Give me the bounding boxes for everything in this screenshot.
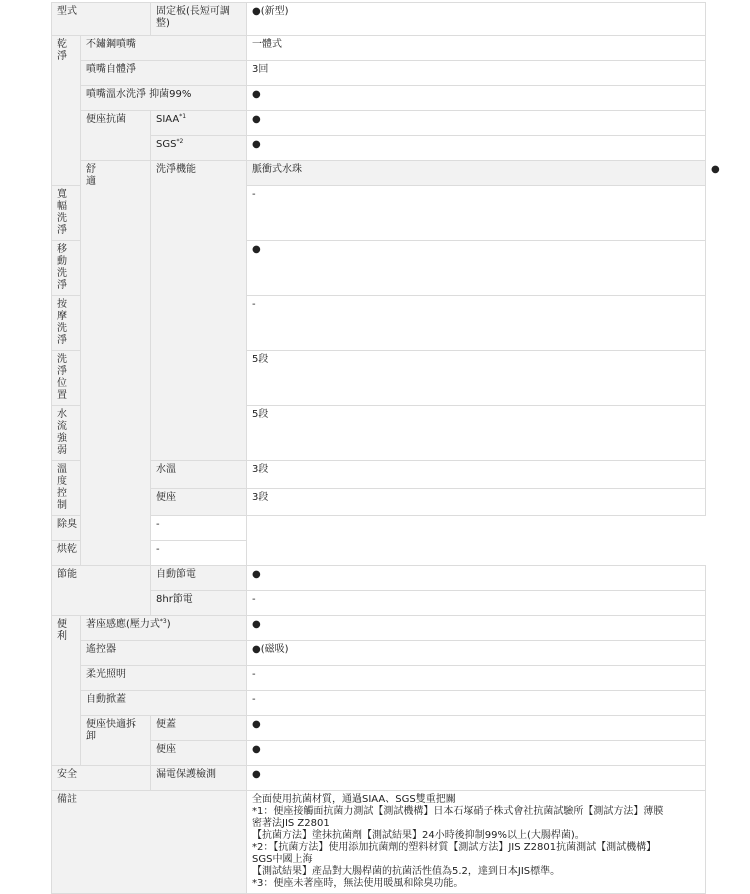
- row-sgs: [52, 136, 706, 161]
- dry-value: -: [151, 541, 247, 566]
- group-convenience-label: 便利: [57, 619, 67, 642]
- remote-label: 遙控器: [81, 641, 247, 666]
- flow-label: 水流強弱: [52, 406, 81, 461]
- seat-antibac-label: 便座抗菌: [81, 111, 151, 161]
- nozzle-selfclean-value: 3回: [247, 61, 706, 86]
- wide-value: -: [247, 186, 706, 241]
- nozzle-warm-label: 噴嘴溫水洗淨 抑菌99%: [81, 86, 247, 111]
- seat-temp-label: 便座: [151, 488, 247, 516]
- row-sensor: [52, 616, 706, 641]
- deodor-label: 除臭: [52, 516, 151, 541]
- row-nozzle-warm: [52, 86, 706, 111]
- sensor-text-end: ): [166, 619, 171, 630]
- sensor-value: ●: [247, 616, 706, 641]
- temp-ctrl-label: 溫度控制: [52, 461, 81, 516]
- remarks-line: *1：便座接觸面抗菌力測試【測試機構】日本石塚硝子株式會社抗菌試驗所【測試方法】薄膜: [252, 806, 664, 817]
- remote-value: ●(磁吸): [247, 641, 706, 666]
- massage-label: 按摩洗淨: [52, 296, 81, 351]
- wash-func-label: 洗淨機能: [151, 161, 247, 461]
- row-remarks: [52, 791, 706, 894]
- pulse-label: 脈衝式水珠: [247, 161, 706, 186]
- type-label: 型式: [52, 3, 151, 36]
- row-nozzle-selfclean: [52, 61, 706, 86]
- row-qr-seat: [52, 741, 706, 766]
- row-deodor: [52, 516, 706, 541]
- remarks-line: 【測試結果】產品對大腸桿菌的抗菌活性值為5.2，達到日本JIS標準。: [252, 866, 561, 877]
- group-comfort: [81, 161, 151, 566]
- qr-lid-label: 便蓋: [151, 716, 247, 741]
- auto-save-label: 自動節電: [151, 566, 247, 591]
- massage-value: -: [247, 296, 706, 351]
- save-8hr-label: 8hr節電: [151, 591, 247, 616]
- sgs-text: SGS: [156, 139, 177, 150]
- nozzle-warm-value: ●: [247, 86, 706, 111]
- sensor-text: 著座感應(壓力式: [86, 619, 160, 630]
- sensor-label: [81, 616, 247, 641]
- soft-light-label: 柔光照明: [81, 666, 247, 691]
- group-safety: 安全: [52, 766, 151, 791]
- row-qr-lid: [52, 716, 706, 741]
- sgs-note: *2: [176, 138, 184, 145]
- sgs-value: ●: [247, 136, 706, 161]
- deodor-value: -: [151, 516, 247, 541]
- row-save-8hr: [52, 591, 706, 616]
- nozzle-material-value: 一體式: [247, 36, 706, 61]
- qr-seat-label: 便座: [151, 741, 247, 766]
- dry-label: 烘乾: [52, 541, 151, 566]
- flow-value: 5段: [247, 406, 706, 461]
- remarks-value: [247, 791, 706, 894]
- remarks-line: *3：便座未著座時，無法使用暖風和除臭功能。: [252, 878, 464, 889]
- siaa-note: *1: [179, 113, 187, 120]
- row-seat-temp: [52, 488, 706, 516]
- seat-temp-value: 3段: [247, 488, 706, 516]
- row-auto-lid: [52, 691, 706, 716]
- position-label: 洗淨位置: [52, 351, 81, 406]
- remarks-line: 全面使用抗菌材質，通過SIAA、SGS雙重把關: [252, 794, 456, 805]
- row-water-temp: [52, 461, 706, 489]
- quick-remove-label: 便座快適拆卸: [81, 716, 151, 766]
- row-dry: [52, 541, 706, 566]
- siaa-label: [151, 111, 247, 136]
- move-label: 移動洗淨: [52, 241, 81, 296]
- siaa-text: SIAA: [156, 114, 180, 125]
- group-clean-label: 乾淨: [57, 39, 67, 62]
- auto-lid-value: -: [247, 691, 706, 716]
- position-value: 5段: [247, 351, 706, 406]
- soft-light-value: -: [247, 666, 706, 691]
- row-type: [52, 3, 706, 36]
- siaa-value: ●: [247, 111, 706, 136]
- remarks-label: 備註: [52, 791, 247, 894]
- row-siaa: [52, 111, 706, 136]
- sensor-note: *3: [159, 618, 167, 625]
- leak-label: 漏電保護檢測: [151, 766, 247, 791]
- spec-table: [51, 2, 720, 894]
- water-temp-value: 3段: [247, 461, 706, 489]
- row-nozzle-material: [52, 36, 706, 61]
- auto-lid-label: 自動掀蓋: [81, 691, 247, 716]
- nozzle-selfclean-label: 噴嘴自體淨: [81, 61, 247, 86]
- row-soft-light: [52, 666, 706, 691]
- group-clean: [52, 36, 81, 186]
- nozzle-material-label: 不鏽鋼噴嘴: [81, 36, 247, 61]
- qr-seat-value: ●: [247, 741, 706, 766]
- group-comfort-label: 舒適: [86, 164, 96, 187]
- group-energy: 節能: [52, 566, 151, 616]
- auto-save-value: ●: [247, 566, 706, 591]
- row-remote: [52, 641, 706, 666]
- row-auto-save: [52, 566, 706, 591]
- type-sub-label: 固定板(長短可調整): [151, 3, 247, 36]
- qr-lid-value: ●: [247, 716, 706, 741]
- remarks-line: SGS中國上海: [252, 854, 313, 865]
- leak-value: ●: [247, 766, 706, 791]
- row-pulse: 舒適 洗淨機能 脈衝式水珠 ●: [52, 161, 706, 186]
- group-convenience: [52, 616, 81, 766]
- remarks-line: 【抗菌方法】塗抹抗菌劑【測試結果】24小時後抑制99%以上(大腸桿菌)。: [252, 830, 585, 841]
- row-leak: [52, 766, 706, 791]
- remarks-line: 密著法JIS Z2801: [252, 818, 330, 829]
- save-8hr-value: -: [247, 591, 706, 616]
- wide-label: 寬幅洗淨: [52, 186, 81, 241]
- remarks-line: *2：【抗菌方法】使用添加抗菌劑的塑料材質【測試方法】JIS Z2801抗菌測試【測試機構】: [252, 842, 657, 853]
- type-value: ●(新型): [247, 3, 706, 36]
- sgs-label: [151, 136, 247, 161]
- water-temp-label: 水溫: [151, 461, 247, 489]
- move-value: ●: [247, 241, 706, 296]
